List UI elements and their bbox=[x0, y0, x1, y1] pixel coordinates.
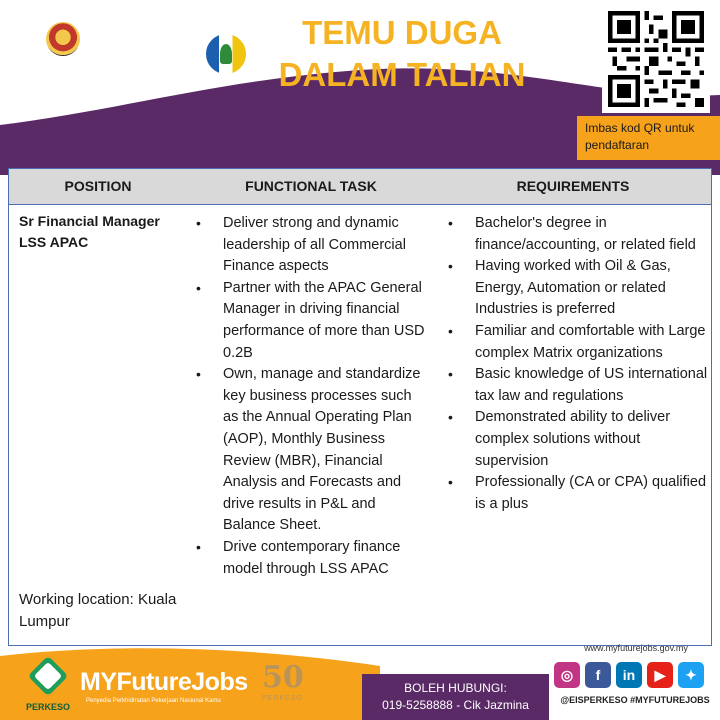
bullet-icon: • bbox=[448, 409, 453, 426]
header-functional-task: FUNCTIONAL TASK bbox=[245, 178, 377, 194]
list-item bbox=[448, 256, 711, 321]
budget-logo bbox=[106, 28, 196, 80]
contact-detail[interactable]: 019-5258888 - Cik Jazmina bbox=[382, 698, 529, 712]
requirement-text: Having worked with Oil & Gas, Energy, Automation or related Industries is preferred bbox=[475, 258, 671, 318]
requirement-text: Bachelor's degree in finance/accounting, or related field bbox=[475, 215, 696, 253]
working-location: Working location: Kuala Lumpur bbox=[19, 591, 177, 630]
contact-box bbox=[362, 674, 549, 720]
list-item bbox=[448, 364, 711, 407]
list-item bbox=[448, 321, 711, 364]
qr-code-icon bbox=[608, 11, 704, 107]
page-title bbox=[262, 12, 542, 96]
qr-caption: Imbas kod QR untuk pendaftaran bbox=[577, 116, 720, 160]
bullet-icon: • bbox=[448, 215, 453, 231]
bullet-icon: • bbox=[196, 538, 201, 555]
brand-name: MYFutureJobs bbox=[80, 668, 248, 696]
header-banner bbox=[0, 0, 720, 175]
task-text: Deliver strong and dynamic leadership of all Commercial Finance aspects bbox=[223, 215, 406, 275]
list-item bbox=[448, 472, 711, 515]
requirements-list bbox=[448, 213, 711, 515]
bullet-icon: • bbox=[196, 279, 201, 296]
coat-of-arms-icon bbox=[46, 22, 80, 56]
list-item bbox=[196, 537, 428, 580]
footer bbox=[0, 643, 720, 720]
job-table bbox=[8, 168, 712, 646]
requirement-text: Professionally (CA or CPA) qualified is a plus bbox=[475, 474, 707, 512]
hashtags: @EISPERKESO #MYFUTUREJOBS bbox=[560, 695, 710, 705]
task-text: Drive contemporary finance model through LSS APAC bbox=[223, 538, 401, 577]
list-item bbox=[448, 407, 711, 472]
bullet-icon: • bbox=[448, 474, 453, 491]
title-line2: DALAM TALIAN bbox=[278, 56, 526, 93]
palm-tree-icon bbox=[220, 44, 232, 64]
website-link[interactable]: www.myfuturejobs.gov.my bbox=[584, 643, 688, 653]
anniversary-logo bbox=[262, 660, 322, 710]
header-position: POSITION bbox=[64, 178, 132, 194]
linkedin-icon[interactable]: in bbox=[616, 662, 642, 688]
bullet-icon: • bbox=[448, 258, 453, 275]
table-header-row bbox=[9, 169, 711, 205]
perkeso-label: PERKESO bbox=[25, 702, 70, 712]
list-item bbox=[448, 213, 711, 256]
anniversary-number: 50 bbox=[262, 660, 304, 695]
list-item bbox=[196, 278, 428, 364]
twitter-icon[interactable]: ✦ bbox=[678, 662, 704, 688]
bullet-icon: • bbox=[448, 366, 453, 383]
facebook-icon[interactable]: f bbox=[585, 662, 611, 688]
ministry-logo bbox=[28, 22, 98, 78]
contact-title: BOLEH HUBUNGI: bbox=[404, 681, 507, 695]
requirement-text: Familiar and comfortable with Large complex Matrix organizations bbox=[475, 322, 706, 361]
requirement-text: Basic knowledge of US international tax law and regulations bbox=[475, 366, 708, 404]
title-line1: TEMU DUGA bbox=[302, 14, 502, 51]
list-item bbox=[196, 364, 428, 537]
requirement-text: Demonstrated ability to deliver complex solutions without supervision bbox=[475, 409, 671, 469]
youtube-icon[interactable]: ▶ bbox=[647, 662, 673, 688]
qr-code[interactable] bbox=[602, 5, 710, 113]
budget-label: BELANJAWAN bbox=[115, 28, 187, 37]
bullet-icon: • bbox=[448, 322, 453, 339]
brand-tagline: Penyedia Perkhidmatan Pekerjaan Nasional Kamu bbox=[86, 698, 221, 704]
state-flag-icon bbox=[204, 32, 248, 76]
header-requirements: REQUIREMENTS bbox=[516, 178, 630, 194]
bullet-icon: • bbox=[196, 215, 201, 231]
list-item bbox=[196, 213, 428, 278]
social-icons bbox=[554, 662, 714, 694]
ministry-line1: KEMENTERIAN bbox=[35, 59, 91, 65]
task-text: Own, manage and standardize key business processes such as the Annual Operating Plan (AOP), Monthly Business Review (MBR), Financial Analysis and Forecasts and drive results in P&L and Balance Sheet. bbox=[223, 366, 421, 534]
anniversary-label: PERKESO bbox=[262, 695, 303, 702]
task-text: Partner with the APAC General Manager in driving financial performance of more than USD 0.2B bbox=[223, 279, 425, 361]
bullet-icon: • bbox=[196, 366, 201, 383]
ministry-line2: SUMBER MANUSIA bbox=[30, 67, 96, 74]
budget-year: 2021 bbox=[111, 36, 191, 71]
instagram-icon[interactable]: ◎ bbox=[554, 662, 580, 688]
position-title: Sr Financial Manager LSS APAC bbox=[19, 213, 160, 250]
perkeso-logo bbox=[24, 658, 72, 716]
functional-task-list bbox=[196, 213, 428, 580]
